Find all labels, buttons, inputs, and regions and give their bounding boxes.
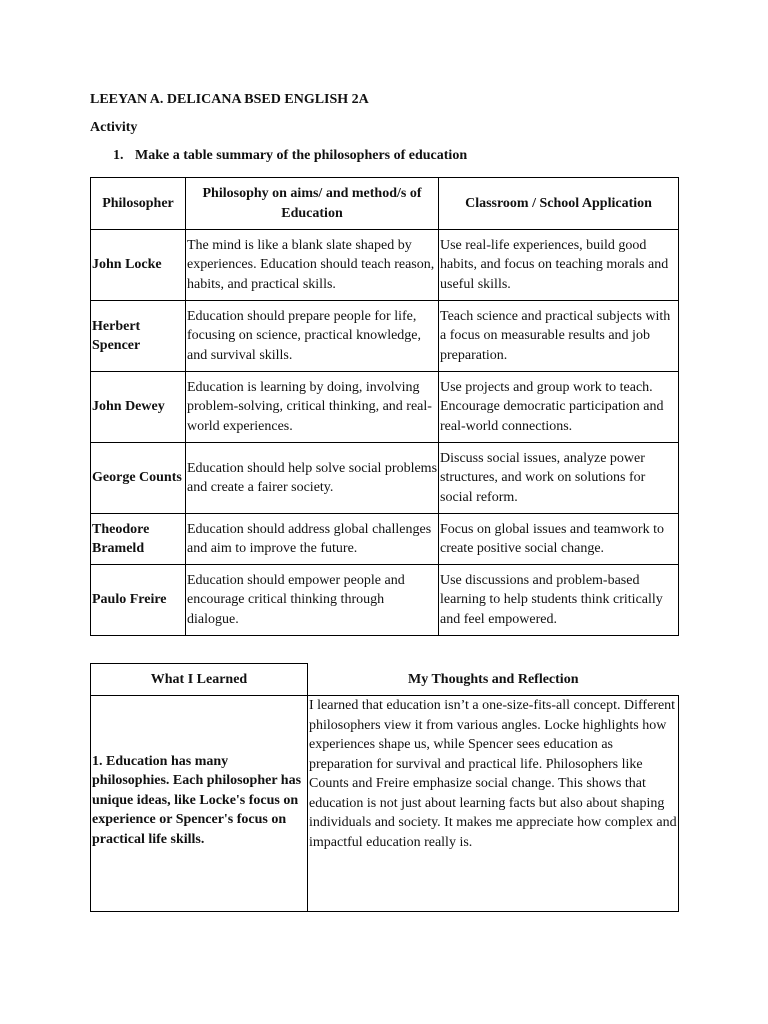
question-number: 1. [113,148,124,163]
column-header-thoughts: My Thoughts and Reflection [308,664,679,696]
reflection-table [90,663,679,912]
philosopher-name: Paulo Freire [91,565,186,636]
column-header-philosopher: Philosopher [91,178,186,230]
learned-cell: 1. Education has many philosophies. Each philosopher has unique ideas, like Locke's focus on experience or Spencer's focus on practical life skills. [91,696,308,912]
application-cell: Use discussions and problem-based learning to help students think critically and feel empowered. [439,565,679,636]
table-row [91,230,679,301]
philosophy-cell: Education should prepare people for life, focusing on science, practical knowledge, and survival skills. [186,301,439,372]
philosopher-name: Herbert Spencer [91,301,186,372]
philosophers-summary-table [90,177,679,636]
application-cell: Use real-life experiences, build good habits, and focus on teaching morals and useful skills. [439,230,679,301]
philosophy-cell: The mind is like a blank slate shaped by experiences. Education should teach reason, habits, and practical skills. [186,230,439,301]
philosophy-cell: Education should help solve social problems and create a fairer society. [186,443,439,514]
application-cell: Focus on global issues and teamwork to create positive social change. [439,514,679,565]
application-cell: Teach science and practical subjects with a focus on measurable results and job preparation. [439,301,679,372]
philosophy-cell: Education is learning by doing, involving problem-solving, critical thinking, and real-world experiences. [186,372,439,443]
question-item [113,148,467,164]
application-cell: Use projects and group work to teach. Encourage democratic participation and real-world connections. [439,372,679,443]
table-row [91,514,679,565]
application-cell: Discuss social issues, analyze power structures, and work on solutions for social reform. [439,443,679,514]
table-row [91,443,679,514]
reflection-row [91,696,679,912]
column-header-learned: What I Learned [91,664,308,696]
reflection-cell: I learned that education isn’t a one-size-fits-all concept. Different philosophers view it from various angles. Locke highlights how experiences shape us, while Spencer sees education as preparation for survival and practical life. Philosophers like Counts and Freire emphasize social change. This shows that education is not just about learning facts but also about shaping individuals and society. It makes me appreciate how complex and impactful education really is. [308,696,679,912]
philosopher-name: John Locke [91,230,186,301]
philosopher-name: George Counts [91,443,186,514]
philosopher-name: John Dewey [91,372,186,443]
philosophy-cell: Education should address global challenges and aim to improve the future. [186,514,439,565]
philosopher-name: Theodore Brameld [91,514,186,565]
question-text: Make a table summary of the philosophers of education [135,148,468,163]
table-header-row [91,178,679,230]
author-line: LEEYAN A. DELICANA BSED ENGLISH 2A [90,92,369,107]
philosophy-cell: Education should empower people and encourage critical thinking through dialogue. [186,565,439,636]
column-header-application: Classroom / School Application [439,178,679,230]
table-row [91,565,679,636]
activity-label: Activity [90,120,138,135]
reflection-header-row [91,664,679,696]
table-row [91,301,679,372]
column-header-philosophy: Philosophy on aims/ and method/s of Education [186,178,439,230]
table-row [91,372,679,443]
